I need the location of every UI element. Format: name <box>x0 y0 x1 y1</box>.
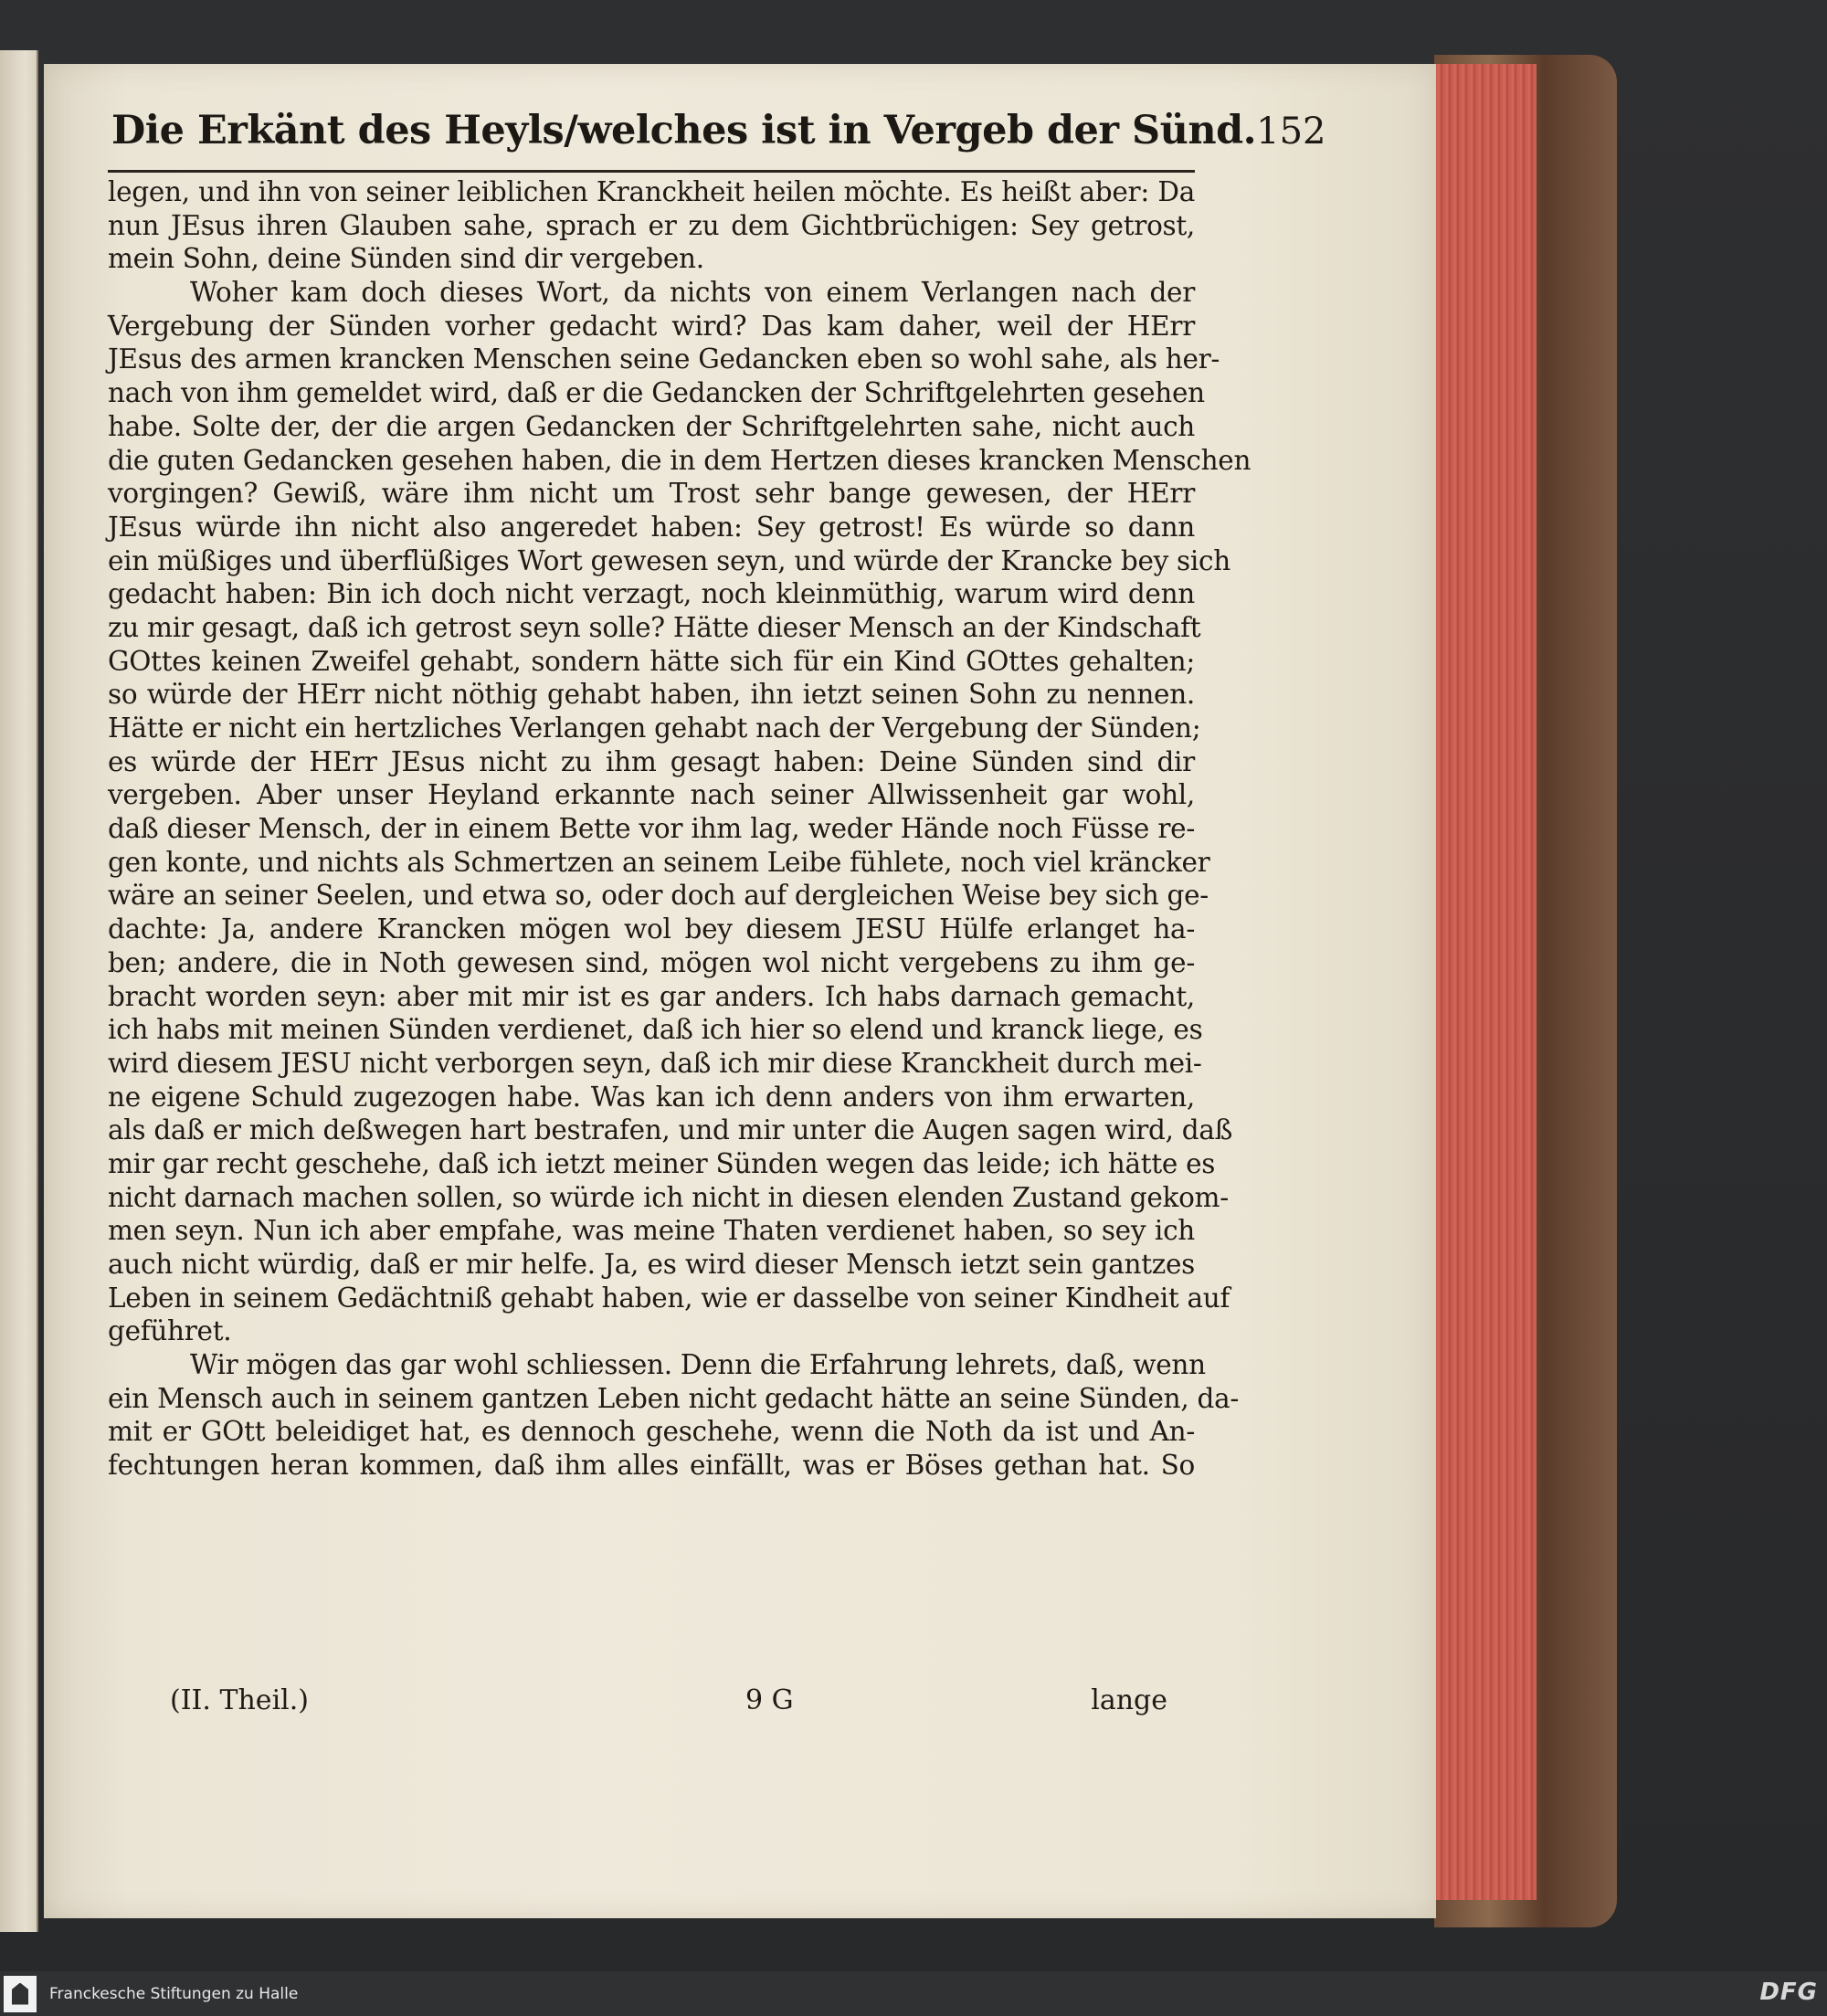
text-line: ne eigene Schuld zugezogen habe. Was kan ich denn anders von ihm erwarten, <box>108 1081 1195 1113</box>
text-line: nun JEsus ihren Glauben sahe, sprach er zu dem Gichtbrüchigen: Sey getrost, <box>108 209 1195 241</box>
text-line: JEsus des armen krancken Menschen seine Gedancken eben so wohl sahe, als her- <box>108 343 1220 375</box>
page-header <box>111 108 1326 153</box>
text-line: JEsus würde ihn nicht also angeredet haben: Sey getrost! Es würde so dann <box>108 511 1195 543</box>
text-line: GOttes keinen Zweifel gehabt, sondern hätte sich für ein Kind GOttes gehalten; <box>108 645 1195 677</box>
text-line: vergeben. Aber unser Heyland erkannte nach seiner Allwissenheit gar wohl, <box>108 779 1195 811</box>
text-line: Leben in seinem Gedächtniß gehabt haben, wie er dasselbe von seiner Kindheit auf <box>108 1282 1230 1314</box>
text-line: mit er GOtt beleidiget hat, es dennoch geschehe, wenn die Noth da ist und An- <box>108 1416 1195 1448</box>
text-line: Woher kam doch dieses Wort, da nichts von einem Verlangen nach der <box>190 277 1195 309</box>
text-line: ben; andere, die in Noth gewesen sind, mögen wol nicht vergebens zu ihm ge- <box>108 946 1195 978</box>
text-line: men seyn. Nun ich aber empfahe, was meine Thaten verdienet haben, so sey ich <box>108 1215 1195 1247</box>
text-line: nach von ihm gemeldet wird, daß er die Gedancken der Schriftgelehrten gesehen <box>108 377 1205 409</box>
text-line: mir gar recht geschehe, daß ich ietzt meiner Sünden wegen das leide; ich hätte es <box>108 1147 1216 1179</box>
text-line: Hätte er nicht ein hertzliches Verlangen gehabt nach der Vergebung der Sünden; <box>108 712 1201 744</box>
signature-mark: 9 G <box>745 1684 794 1716</box>
text-line: nicht darnach machen sollen, so würde ich nicht in diesen elenden Zustand gekom- <box>108 1181 1229 1213</box>
red-page-edges <box>1436 64 1537 1900</box>
text-line: ein müßiges und überflüßiges Wort gewesen seyn, und würde der Krancke bey sich <box>108 544 1230 576</box>
text-line: so würde der HErr nicht nöthig gehabt haben, ihn ietzt seinen Sohn zu nennen. <box>108 679 1195 711</box>
text-line: zu mir gesagt, daß ich getrost seyn solle? Hätte dieser Mensch an der Kindschaft <box>108 611 1201 643</box>
text-line: ich habs mit meinen Sünden verdienet, daß ich hier so elend und kranck liege, es <box>108 1014 1203 1046</box>
building-icon <box>12 1983 28 2005</box>
institution-name[interactable]: Franckesche Stiftungen zu Halle <box>49 1984 299 2003</box>
text-line: ein Mensch auch in seinem gantzen Leben nicht gedacht hätte an seine Sünden, da- <box>108 1382 1240 1414</box>
text-line: mein Sohn, deine Sünden sind dir vergeben. <box>108 243 704 275</box>
text-line: gen konte, und nichts als Schmertzen an seinem Leibe fühlete, noch viel kräncker <box>108 846 1210 878</box>
text-line: wird diesem JESU nicht verborgen seyn, daß ich mir diese Kranckheit durch mei- <box>108 1047 1202 1079</box>
viewer-footer-bar <box>0 1971 1827 2016</box>
page-number: 152 <box>1256 111 1326 153</box>
running-head: Die Erkänt des Heyls/welches ist in Vergeb der Sünd. <box>111 108 1257 153</box>
text-line: wäre an seiner Seelen, und etwa so, oder doch auf dergleichen Weise bey sich ge- <box>108 880 1209 912</box>
text-line: geführet. <box>108 1315 232 1347</box>
text-line: als daß er mich deßwegen hart bestrafen, und mir unter die Augen sagen wird, daß <box>108 1114 1233 1146</box>
body-text <box>108 175 1251 1483</box>
text-line: fechtungen heran kommen, daß ihm alles einfällt, was er Böses gethan hat. So <box>108 1450 1195 1482</box>
dfg-logo[interactable]: DFG <box>1759 1979 1818 2006</box>
text-line: bracht worden seyn: aber mit mir ist es gar anders. Ich habs darnach gemacht, <box>108 980 1195 1012</box>
text-line: habe. Solte der, der die argen Gedancken der Schriftgelehrten sahe, nicht auch <box>108 410 1195 442</box>
text-line: Wir mögen das gar wohl schliessen. Denn die Erfahrung lehrets, daß, wenn <box>190 1349 1206 1381</box>
facing-page-edge <box>0 50 38 1932</box>
text-line: auch nicht würdig, daß er mir helfe. Ja, es wird dieser Mensch ietzt sein gantzes <box>108 1249 1195 1280</box>
text-line: daß dieser Mensch, der in einem Bette vor ihm lag, weder Hände noch Füsse re- <box>108 813 1195 845</box>
header-rule <box>108 170 1195 173</box>
text-line: legen, und ihn von seiner leiblichen Kranckheit heilen möchte. Es heißt aber: Da <box>108 176 1195 207</box>
catchword: lange <box>1091 1684 1167 1716</box>
text-line: die guten Gedancken gesehen haben, die in dem Hertzen dieses krancken Menschen <box>108 444 1251 476</box>
text-line: gedacht haben: Bin ich doch nicht verzagt, noch kleinmüthig, warum wird denn <box>108 578 1195 610</box>
text-line: es würde der HErr JEsus nicht zu ihm gesagt haben: Deine Sünden sind dir <box>108 745 1195 777</box>
institution-logo-icon[interactable] <box>4 1976 37 2012</box>
part-label: (II. Theil.) <box>170 1684 309 1716</box>
page-footer <box>108 1684 1167 1721</box>
text-line: vorgingen? Gewiß, wäre ihm nicht um Trost sehr bange gewesen, der HErr <box>108 478 1195 510</box>
text-line: Vergebung der Sünden vorher gedacht wird? Das kam daher, weil der HErr <box>108 310 1195 342</box>
text-line: dachte: Ja, andere Krancken mögen wol bey diesem JESU Hülfe erlanget ha- <box>108 913 1195 945</box>
